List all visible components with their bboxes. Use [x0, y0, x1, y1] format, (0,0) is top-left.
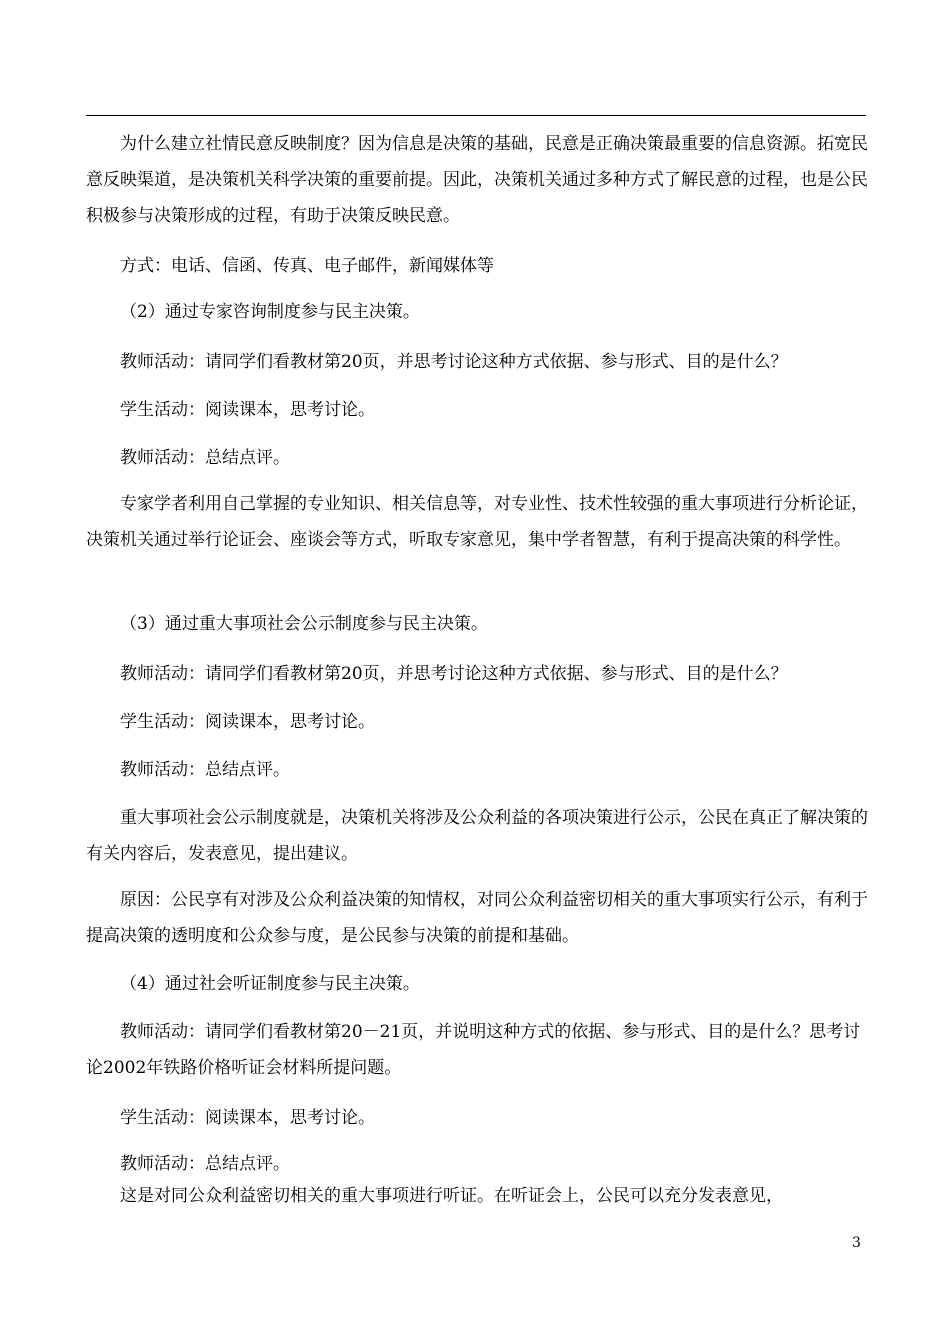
paragraph-16: 学生活动：阅读课本，思考讨论。 [120, 1108, 375, 1128]
paragraph-17: 教师活动：总结点评。 [120, 1154, 290, 1174]
paragraph-18: 这是对同公众利益密切相关的重大事项进行听证。在听证会上，公民可以充分发表意见， [120, 1186, 783, 1206]
page-number: 3 [852, 1235, 861, 1251]
paragraph-14: （4）通过社会听证制度参与民主决策。 [120, 974, 420, 994]
paragraph-4: 教师活动：请同学们看教材第20页，并思考讨论这种方式依据、参与形式、目的是什么？ [120, 352, 788, 372]
paragraph-2: 方式：电话、信函、传真、电子邮件，新闻媒体等 [120, 256, 494, 276]
paragraph-7: 专家学者利用自己掌握的专业知识、相关信息等，对专业性、技术性较强的重大事项进行分析论证，决策机关通过举行论证会、座谈会等方式，听取专家意见，集中学者智慧，有利于提高决策的科学性。 [86, 494, 868, 550]
paragraph-5: 学生活动：阅读课本，思考讨论。 [120, 400, 375, 420]
paragraph-1: 为什么建立社情民意反映制度？因为信息是决策的基础，民意是正确决策最重要的信息资源。拓宽民意反映渠道，是决策机关科学决策的重要前提。因此，决策机关通过多种方式了解民意的过程，也是公民积极参与决策形成的过程，有助于决策反映民意。 [86, 134, 868, 226]
paragraph-6: 教师活动：总结点评。 [120, 448, 290, 468]
paragraph-11: 教师活动：总结点评。 [120, 760, 290, 780]
header-rule [86, 115, 866, 116]
paragraph-3: （2）通过专家咨询制度参与民主决策。 [120, 302, 420, 322]
paragraph-8: （3）通过重大事项社会公示制度参与民主决策。 [120, 614, 488, 634]
paragraph-10: 学生活动：阅读课本，思考讨论。 [120, 712, 375, 732]
paragraph-15: 教师活动：请同学们看教材第20－21页，并说明这种方式的依据、参与形式、目的是什么？思考讨论2002年铁路价格听证会材料所提问题。 [86, 1022, 861, 1078]
paragraph-13: 原因：公民享有对涉及公众利益决策的知情权，对同公众利益密切相关的重大事项实行公示，有利于提高决策的透明度和公众参与度，是公民参与决策的前提和基础。 [86, 890, 868, 946]
paragraph-9: 教师活动：请同学们看教材第20页，并思考讨论这种方式依据、参与形式、目的是什么？ [120, 664, 788, 684]
paragraph-12: 重大事项社会公示制度就是，决策机关将涉及公众利益的各项决策进行公示，公民在真正了解决策的有关内容后，发表意见，提出建议。 [86, 808, 868, 864]
